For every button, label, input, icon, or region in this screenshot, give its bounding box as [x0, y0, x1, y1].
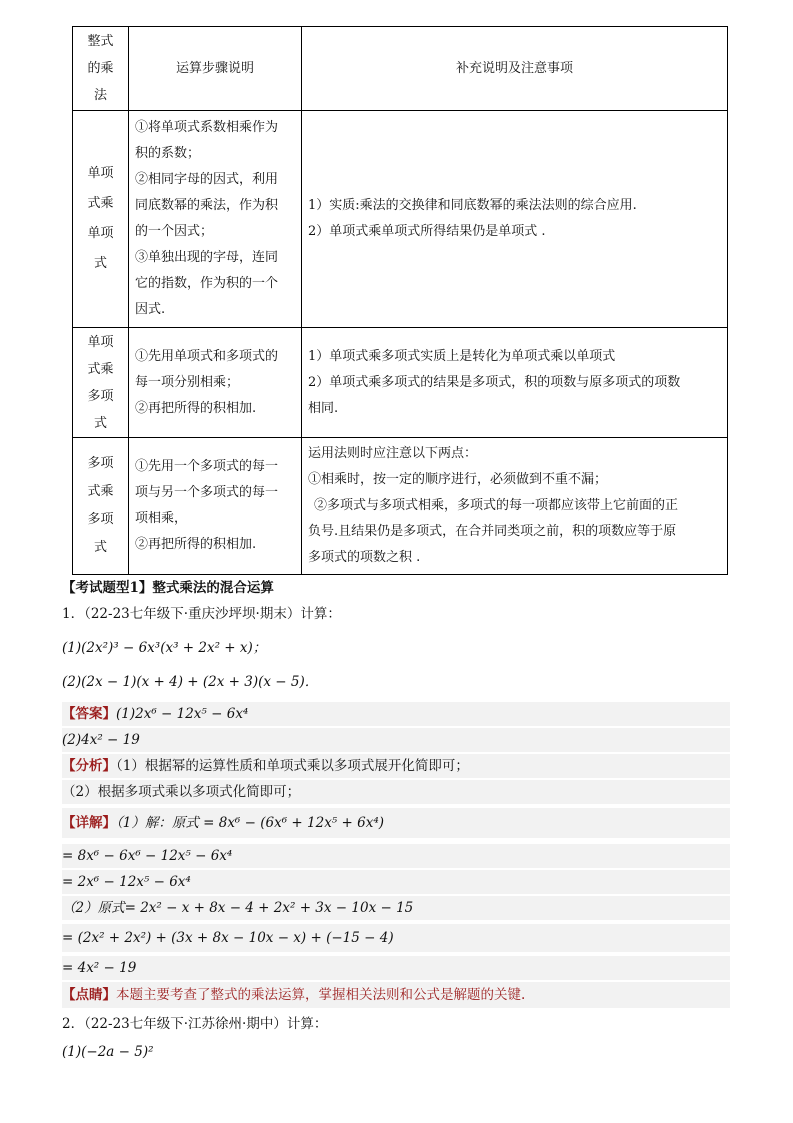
- type-text: 单项: [87, 166, 114, 181]
- table-header-row: [73, 27, 728, 111]
- header-cell-notes: 补充说明及注意事项: [302, 27, 728, 111]
- row-notes-cell: [302, 438, 728, 575]
- multiplication-rules-table: [72, 26, 728, 575]
- step-line: 项与另一个多项式的每一: [135, 485, 279, 500]
- table-row: [73, 111, 728, 328]
- step-line: 项相乘，: [135, 511, 188, 526]
- header-text: 法: [93, 88, 107, 103]
- row-notes-cell: [302, 328, 728, 438]
- type-text: 式乘: [87, 361, 114, 377]
- type-text: 多项: [87, 512, 114, 527]
- row-notes-cell: [302, 111, 728, 328]
- type-text: 式: [93, 256, 107, 271]
- section-title: 【考试题型1】整式乘法的混合运算: [62, 580, 274, 596]
- type-text: 多项: [87, 456, 114, 471]
- comment-label: 【点睛】: [62, 987, 116, 1003]
- type-text: 式乘: [87, 196, 114, 211]
- note-line: 运用法则时应注意以下两点：: [308, 446, 478, 461]
- question-2-header: 2．（22-23七年级下·江苏徐州·期中）计算：: [62, 1016, 328, 1032]
- detail-line-2: = 8x⁶ − 6x⁶ − 12x⁵ − 6x⁴: [62, 844, 730, 868]
- type-text: 多项: [87, 388, 114, 404]
- step-line: 同底数幂的乘法，作为积: [135, 198, 279, 213]
- header-text: 整式: [87, 34, 114, 49]
- detail-line-3: = 2x⁶ − 12x⁵ − 6x⁴: [62, 870, 730, 894]
- question-1-header: 1．（22-23七年级下·重庆沙坪坝·期末）计算：: [62, 606, 341, 622]
- step-line: 它的指数，作为积的一个: [135, 276, 279, 291]
- analysis-2: （2）根据多项式乘以多项式化简即可；: [62, 784, 301, 800]
- step-line: 因式.: [135, 302, 166, 317]
- answer-label: 【答案】: [62, 706, 116, 722]
- row-steps-cell: [129, 328, 302, 438]
- answer-2: (2)4x² − 19: [62, 732, 140, 748]
- detail-label: 【详解】: [62, 815, 116, 831]
- row-steps-cell: [129, 111, 302, 328]
- header-cell-steps: 运算步骤说明: [129, 27, 302, 111]
- question-1-part-2: (2)(2x − 1)(x + 4) + (2x + 3)(x − 5)．: [62, 674, 319, 690]
- step-line: 每一项分别相乘；: [135, 374, 240, 390]
- row-type-cell: [73, 328, 129, 438]
- row-type-cell: [73, 111, 129, 328]
- note-line: 1）单项式乘多项式实质上是转化为单项式乘以单项式: [308, 348, 616, 364]
- step-line: ③单独出现的字母，连同: [135, 250, 279, 265]
- detail-line-6: = 4x² − 19: [62, 956, 730, 980]
- type-text: 单项: [87, 226, 114, 241]
- answer-line-2: [62, 728, 730, 752]
- detail-1: （1）解：原式 = 8x⁶ − (6x⁶ + 12x⁵ + 6x⁴): [116, 815, 384, 831]
- question-1-part-1: (1)(2x²)³ − 6x³(x³ + 2x² + x)；: [62, 640, 267, 656]
- step-line: 积的系数；: [135, 146, 201, 161]
- note-line: ①相乘时，按一定的顺序进行，必须做到不重不漏；: [308, 472, 608, 487]
- note-line: 1）实质:乘法的交换律和同底数幂的乘法法则的综合应用.: [308, 198, 637, 213]
- header-cell-category: [73, 27, 129, 111]
- step-line: ①将单项式系数相乘作为: [135, 120, 279, 135]
- type-text: 式: [93, 415, 107, 431]
- step-line: ①先用一个多项式的每一: [135, 459, 279, 474]
- note-line: 相同.: [308, 400, 339, 416]
- step-line: ②再把所得的积相加.: [135, 537, 257, 552]
- header-text: 的乘: [87, 61, 114, 76]
- type-text: 式乘: [87, 484, 114, 499]
- analysis-line-2: [62, 780, 730, 804]
- note-line: ②多项式与多项式相乘，多项式的每一项都应该带上它前面的正: [314, 498, 679, 513]
- row-steps-cell: [129, 438, 302, 575]
- analysis-line-1: [62, 754, 730, 778]
- note-line: 2）单项式乘多项式的结果是多项式，积的项数与原多项式的项数: [308, 374, 681, 390]
- detail-line-5: = (2x² + 2x²) + (3x + 8x − 10x − x) + (−15 − 4): [62, 924, 730, 952]
- note-line: 2）单项式乘单项式所得结果仍是单项式 .: [308, 224, 546, 239]
- row-type-cell: [73, 438, 129, 575]
- note-line: 多项式的项数之积 .: [308, 550, 421, 565]
- step-line: 的一个因式；: [135, 224, 214, 239]
- analysis-label: 【分析】: [62, 758, 116, 774]
- step-line: ②再把所得的积相加.: [135, 400, 257, 416]
- detail-line-1: [62, 808, 730, 838]
- type-text: 式: [93, 540, 107, 555]
- answer-1: (1)2x⁶ − 12x⁵ − 6x⁴: [116, 706, 249, 722]
- analysis-1: （1）根据幂的运算性质和单项式乘以多项式展开化简即可；: [116, 758, 469, 774]
- detail-line-4: （2）原式= 2x² − x + 8x − 4 + 2x² + 3x − 10x − 15: [62, 896, 730, 920]
- comment-line: [62, 982, 730, 1008]
- type-text: 单项: [87, 334, 114, 350]
- comment-text: 本题主要考查了整式的乘法运算，掌握相关法则和公式是解题的关键.: [116, 987, 526, 1003]
- table-row: [73, 328, 728, 438]
- note-line: 负号.且结果仍是多项式，在合并同类项之前，积的项数应等于原: [308, 524, 677, 539]
- answer-line-1: [62, 702, 730, 726]
- step-line: ①先用单项式和多项式的: [135, 348, 279, 364]
- question-2-part-1: (1)(−2a − 5)²: [62, 1044, 154, 1060]
- table-row: [73, 438, 728, 575]
- step-line: ②相同字母的因式，利用: [135, 172, 279, 187]
